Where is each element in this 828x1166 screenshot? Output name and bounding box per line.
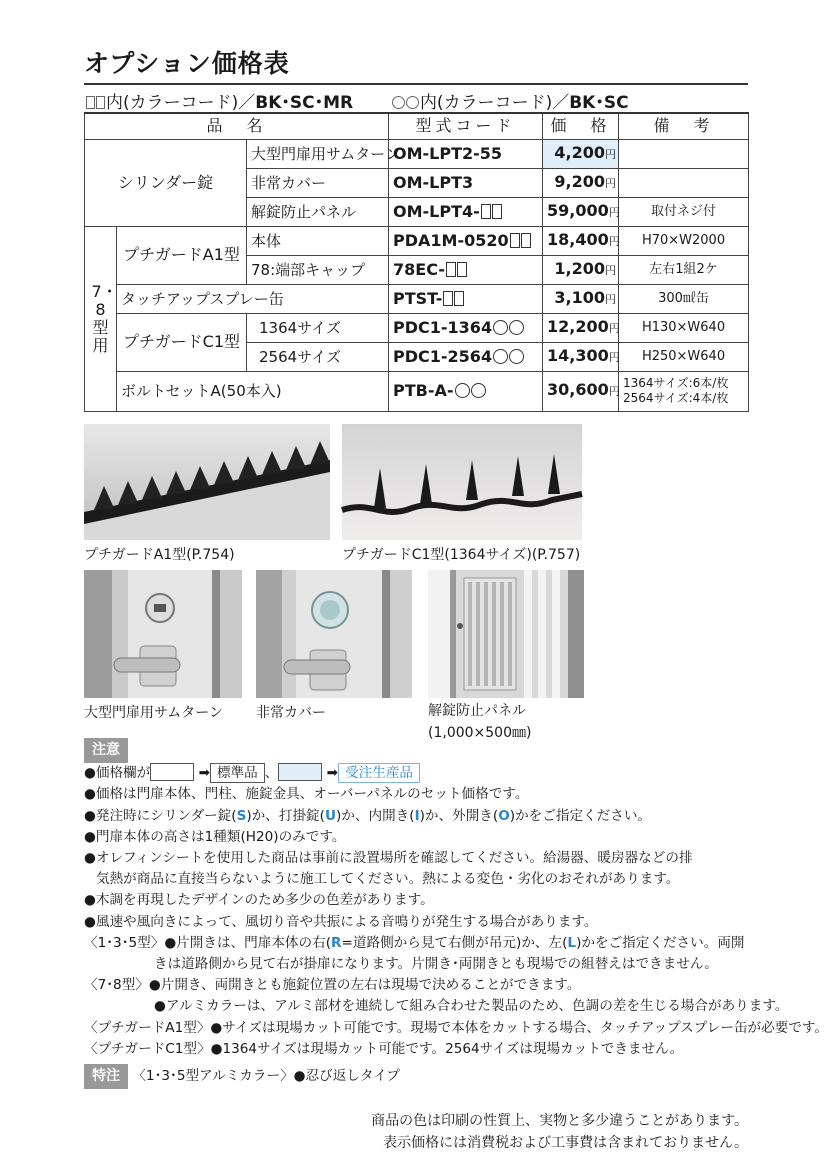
row-name: 78:端部キャップ [247, 255, 389, 284]
row-remarks: 左右1組2ケ [619, 255, 749, 284]
petit-a1-caption: プチガードA1型(P.754) [84, 547, 235, 563]
row-name: 1364サイズ [247, 313, 389, 342]
table-row [85, 226, 749, 255]
color-code-right: BK･SC [569, 93, 629, 113]
caution-badge: 注意 [84, 738, 128, 763]
petit-a1-image [84, 424, 330, 540]
header-price: 価 格 [543, 113, 619, 139]
row-price: 12,200円 [543, 313, 619, 342]
circle-icon [392, 96, 405, 109]
row-remarks: 300㎖缶 [619, 284, 749, 313]
table-row [85, 284, 749, 313]
footer-note-1: 商品の色は印刷の性質上、実物と多少違うことがあります。 [371, 1113, 748, 1129]
lock-prevention-panel-size: (1,000×500㎜) [428, 725, 532, 741]
row-price: 3,100円 [543, 284, 619, 313]
order-note-line: ●発注時にシリンダー錠(S)か、打掛錠(U)か、内開き(I)か、外開き(O)かをご指定ください。 [84, 807, 652, 824]
row-name: タッチアップスプレー缶 [117, 284, 389, 313]
type78-note-2: ●アルミカラーは、アルミ部材を連続して組み合わせた製品のため、色調の差を生じる場合があります。 [154, 998, 789, 1015]
petit-c1-caption: プチガードC1型(1364サイズ)(P.757) [342, 547, 581, 563]
table-header-row [85, 113, 749, 139]
petit-c1-group-label: プチガードC1型 [117, 313, 247, 371]
circle-icon [406, 96, 419, 109]
note-line: ●価格は門扉本体、門柱、施錠金具、オーバーパネルのセット価格です。 [84, 786, 529, 803]
row-remarks: 1364サイズ:6本/枚 2564サイズ:4本/枚 [619, 371, 749, 411]
standard-swatch [150, 763, 194, 781]
row-name: 大型門扉用サムターン [247, 139, 389, 168]
row-remarks: H130×W640 [619, 313, 749, 342]
table-row [85, 313, 749, 342]
note-line: ●風速や風向きによって、風切り音や共振による音鳴りが発生する場合があります。 [84, 913, 598, 930]
square-box-icon [86, 96, 95, 109]
row-price: 1,200円 [543, 255, 619, 284]
made-to-order-label: 受注生産品 [338, 763, 420, 783]
row-price: 59,000円 [543, 197, 619, 226]
row-remarks: H70×W2000 [619, 226, 749, 255]
thumbturn-caption: 大型門扉用サムターン [84, 705, 224, 721]
table-row [85, 139, 749, 168]
row-code: 78EC- [389, 255, 543, 284]
notes-section [84, 738, 828, 1089]
row-code: PTB-A- [389, 371, 543, 411]
emergency-cover-caption: 非常カバー [256, 705, 326, 721]
petit-c1-note: 〈プチガードC1型〉●1364サイズは現場カット可能です。2564サイズは現場カットできません。 [84, 1040, 684, 1057]
color-code-left-label: 内(カラーコード)／ [106, 93, 256, 113]
header-code: 型式コード [389, 113, 543, 139]
legend-line: ●価格欄が ➡ 標準品 、 ➡ 受注生産品 [84, 763, 752, 784]
emergency-cover-image [256, 570, 412, 698]
type-78-group-label: 7・8型用 [85, 226, 117, 411]
price-table [84, 112, 749, 412]
header-name: 品 名 [85, 113, 389, 139]
table-row [85, 371, 749, 411]
row-price: 4,200円 [543, 139, 619, 168]
row-price: 14,300円 [543, 342, 619, 371]
row-name: 解錠防止パネル [247, 197, 389, 226]
row-code: OM-LPT3 [389, 168, 543, 197]
thumbturn-image [84, 570, 242, 698]
color-code-left: BK･SC･MR [255, 93, 354, 113]
note-line: 気熱が商品に直接当らないように施工してください。熱による変色・劣化のおそれがあります。 [96, 871, 680, 888]
petit-a1-group-label: プチガードA1型 [117, 226, 247, 284]
note-line: ●木調を再現したデザインのため多少の色差があります。 [84, 892, 434, 909]
cylinder-group-label: シリンダー錠 [85, 139, 247, 226]
row-price: 18,400円 [543, 226, 619, 255]
made-to-order-swatch [278, 763, 322, 781]
lock-prevention-panel-caption: 解錠防止パネル [428, 703, 526, 719]
note-line: ●門扉本体の高さは1種類(H20)のみです。 [84, 828, 346, 845]
row-remarks: 取付ネジ付 [619, 197, 749, 226]
row-code: OM-LPT4- [389, 197, 543, 226]
row-code: PTST- [389, 284, 543, 313]
special-order-line: 特注 〈1･3･5型アルミカラー〉●忍び返しタイプ [84, 1064, 752, 1089]
title-rule [84, 83, 748, 85]
color-code-right-label: 内(カラーコード)／ [419, 93, 570, 113]
petit-a1-note: 〈プチガードA1型〉●サイズは現場カット可能です。現場で本体をカットする場合、タッチアップスプレー缶が必要です。 [84, 1019, 828, 1036]
row-name: 非常カバー [247, 168, 389, 197]
row-price: 9,200円 [543, 168, 619, 197]
row-remarks: H250×W640 [619, 342, 749, 371]
type78-note: 〈7･8型〉●片開き、両開きとも施錠位置の左右は現場で決めることができます。 [84, 977, 581, 994]
petit-c1-image [342, 424, 582, 540]
lock-prevention-panel-image [428, 570, 584, 698]
row-name: 本体 [247, 226, 389, 255]
row-code: PDA1M-0520 [389, 226, 543, 255]
row-code: PDC1-2564 [389, 342, 543, 371]
header-remarks: 備 考 [619, 113, 749, 139]
standard-label: 標準品 [210, 763, 265, 783]
row-name: ボルトセットA(50本入) [117, 371, 389, 411]
row-remarks [619, 139, 749, 168]
square-box-icon [96, 96, 105, 109]
type135-note-2: きは道路側から見て右が掛扉になります。片開き･両開きとも現場での組替えはできません。 [154, 956, 718, 973]
page-title: オプション価格表 [84, 49, 290, 78]
footer-note-2: 表示価格には消費税および工事費は含まれておりません。 [383, 1135, 748, 1151]
color-code-line [86, 88, 748, 113]
special-order-badge: 特注 [84, 1064, 128, 1089]
row-name: 2564サイズ [247, 342, 389, 371]
note-line: ●オレフィンシートを使用した商品は事前に設置場所を確認してください。給湯器、暖房器などの排 [84, 850, 693, 867]
type135-note: 〈1･3･5型〉●片開きは、門扉本体の右(R=道路側から見て右側が吊元)か、左(L)かをご指定ください。両開 [84, 934, 745, 951]
row-code: PDC1-1364 [389, 313, 543, 342]
row-code: OM-LPT2-55 [389, 139, 543, 168]
row-price: 30,600円 [543, 371, 619, 411]
row-remarks [619, 168, 749, 197]
